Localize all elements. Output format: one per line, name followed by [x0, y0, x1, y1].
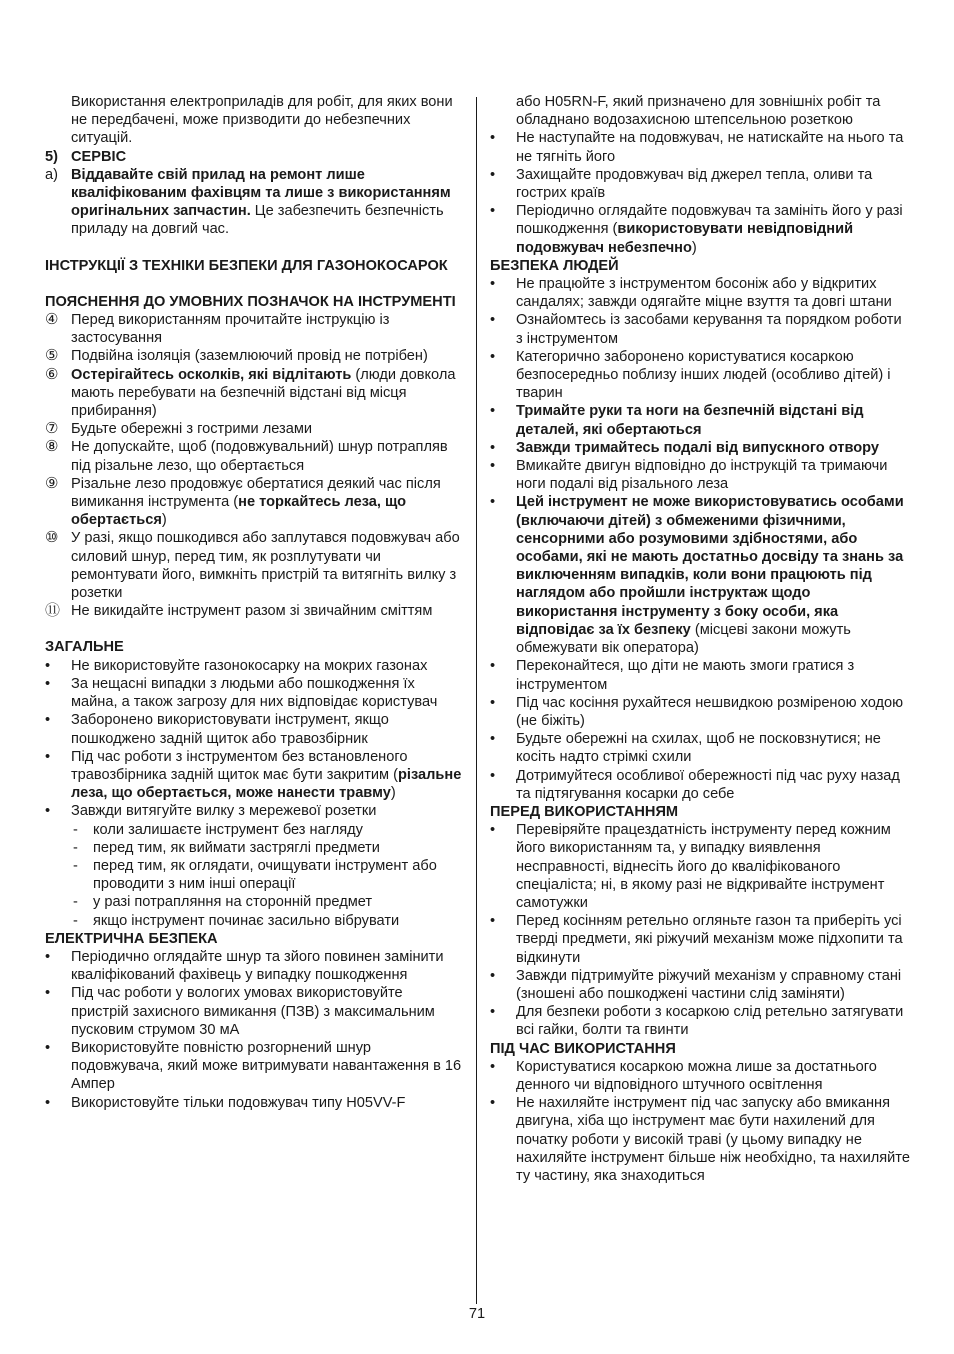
list-item: • Заборонено використовувати інструмент, якщо пошкоджено задній щиток або травозбірник [45, 712, 389, 747]
heading-electrical: ЕЛЕКТРИЧНА БЕЗПЕКА [45, 930, 218, 947]
symbol-5-icon: ⑤ [45, 347, 59, 365]
heading-personal-safety: БЕЗПЕКА ЛЮДЕЙ [490, 257, 619, 274]
symbol-7-icon: ⑦ [45, 420, 59, 438]
symbol-item: ⑤ Подвійна ізоляція (заземлюючий провід не потрібен) [45, 347, 428, 365]
bullet-icon: • [490, 203, 496, 220]
list-item: • Дотримуйтеся особливої обережності під час руху назад та підтягування косарки до себе [490, 767, 900, 802]
symbol-item: ④ Перед використанням прочитайте інструкцію із застосування [45, 311, 390, 347]
list-item: • За нещасні випадки з людьми або пошкодження їх майна, а також загрозу для них відповідає користувач [45, 675, 438, 711]
bullet-icon: • [45, 1094, 51, 1111]
bullet-icon: • [490, 1058, 496, 1075]
heading-mower-safety: ІНСТРУКЦІЇ З ТЕХНІКИ БЕЗПЕКИ ДЛЯ ГАЗОНОКОСАРОК [45, 257, 448, 274]
bullet-icon: • [490, 1095, 496, 1112]
list-item: • Захищайте продовжувач від джерел тепла, оливи та гострих країв [490, 166, 873, 202]
list-item: • Для безпеки роботи з косаркою слід ретельно затягувати всі гайки, болти та гвинти [490, 1004, 904, 1039]
list-item: • Під час роботи у вологих умовах використовуйте пристрій захисного вимикання (ПЗВ) з максимальним пусковим струмом 30 мА [45, 985, 435, 1038]
symbol-item: ⑪ Не викидайте інструмент разом зі звичайним сміттям [45, 602, 433, 620]
bullet-icon: • [490, 312, 496, 329]
sub-list-item: - перед тим, як оглядати, очищувати інструмент або проводити з ним інші операції [73, 857, 437, 893]
dash-icon: - [73, 839, 78, 856]
list-item: • Не використовуйте газонокосарку на мокрих газонах [45, 657, 428, 674]
bullet-icon: • [490, 1004, 496, 1021]
symbol-6-icon: ⑥ [45, 365, 59, 383]
sub-list-item: - якщо інструмент починає засильно вібрувати [73, 912, 400, 929]
symbol-item: ⑧ Не допускайте, щоб (подовжувальний) шнур потрапляв під різальне лезо, що обертається [45, 438, 448, 474]
bullet-icon: • [490, 731, 496, 748]
bullet-icon: • [490, 458, 496, 475]
service-item-text: Це забезпечить безпечність приладу на довгий час. [71, 203, 444, 238]
right-column [490, 93, 910, 1185]
bullet-icon: • [490, 694, 496, 711]
list-item: • Тримайте руки та ноги на безпечній відстані від деталей, які обертаються [490, 403, 864, 438]
dash-icon: - [73, 857, 78, 874]
symbol-10-icon: ⑩ [45, 529, 59, 547]
heading-general: ЗАГАЛЬНЕ [45, 639, 124, 656]
service-item-bold: Віддавайте свій прилад на ремонт лише кваліфікованим фахівцям та лише з використанням оригінальних запчастин. [71, 166, 451, 220]
heading-during-use: ПІД ЧАС ВИКОРИСТАННЯ [490, 1040, 676, 1057]
bullet-icon: • [490, 967, 496, 984]
list-item: • Перед косінням ретельно огляньте газон та приберіть усі тверді предмети, які ріжучий механізм може підхопити та відкинути [490, 913, 903, 966]
list-item: • Вмикайте двигун відповідно до інструкцій та тримаючи ноги подалі від різального леза [490, 458, 888, 493]
bullet-icon: • [490, 494, 496, 511]
symbol-item: ⑩ У разі, якщо пошкодився або заплутався подовжувач або силовий шнур, перед тим, як розплутувати чи ремонтувати його, вимкніть пристрій та витягніть вилку з розетки [45, 529, 460, 602]
list-item: • Завжди підтримуйте ріжучий механізм у справному стані (зношені або пошкоджені частини слід заміняти) [490, 967, 902, 1002]
bullet-icon: • [490, 439, 496, 456]
symbol-item: ⑦ Будьте обережні з гострими лезами [45, 420, 313, 438]
bullet-icon: • [45, 712, 51, 729]
list-item: • Користуватися косаркою можна лише за достатнього денного чи відповідного штучного освітлення [490, 1058, 877, 1093]
sub-list-item: - коли залишаєте інструмент без нагляду [73, 821, 363, 838]
service-title: СЕРВІС [71, 148, 127, 165]
service-number: 5) [45, 148, 58, 165]
list-item: • Завжди тримайтесь подалі від випускного отвору [490, 439, 879, 456]
list-item: • Перевіряйте працездатність інструменту перед кожним його використанням та, у випадку виявлення несправності, віднесіть його до кваліфікованого спеціаліста; ні, в якому разі не відкривайте інструмент самотужки [490, 822, 891, 911]
bullet-icon: • [490, 130, 496, 147]
continued-paragraph: або H05RN-F, який призначено для зовнішніх робіт та обладнано водозахисною штепсельною розеткою [516, 94, 881, 129]
column-divider [476, 97, 477, 1304]
bullet-icon: • [45, 948, 51, 965]
list-item: • Завжди витягуйте вилку з мережевої розетки [45, 803, 377, 820]
dash-icon: - [73, 894, 78, 911]
list-item: • Ознайомтесь із засобами керування та порядком роботи з інструментом [490, 312, 902, 347]
list-item: • Періодично оглядайте подовжувач та замініть його у разі пошкодження (використовувати невідповідний подовжувач небезпечно) [490, 203, 903, 256]
symbol-8-icon: ⑧ [45, 438, 59, 456]
bullet-icon: • [490, 348, 496, 365]
bullet-icon: • [45, 675, 51, 692]
bullet-icon: • [45, 748, 51, 765]
list-item: • Не наступайте на подовжувач, не натискайте на нього та не тягніть його [490, 130, 904, 165]
bullet-icon: • [45, 985, 51, 1002]
bullet-icon: • [490, 767, 496, 784]
list-item: • Під час косіння рухайтеся нешвидкою розміреною ходою (не біжіть) [490, 694, 904, 729]
dash-icon: - [73, 912, 78, 929]
dash-icon: - [73, 821, 78, 838]
list-item: • Під час роботи з інструментом без встановленого травозбірника задній щиток має бути закритим (різальне леза, що обертається, може нанести травму) [45, 748, 462, 802]
list-item: • Цей інструмент не може використовуватись особами (включаючи дітей) з обмеженими фізичними, сенсорними або розумовими здібностями, або особами, які не мають достатньо досвіду та знань за виключенням випадків, коли вони працюють під наглядом або пройшли інструктаж щодо використання інструменту з боку особи, яка відповідає за їх безпеку (місцеві закони можуть обмежувати вік оператора) [490, 494, 904, 657]
symbol-11-icon: ⑪ [45, 602, 61, 620]
symbol-9-icon: ⑨ [45, 474, 59, 492]
bullet-icon: • [490, 403, 496, 420]
list-item: • Переконайтеся, що діти не мають змоги гратися з інструментом [490, 658, 855, 693]
bullet-icon: • [490, 166, 496, 183]
service-item [45, 166, 463, 239]
heading-before-use: ПЕРЕД ВИКОРИСТАННЯМ [490, 803, 679, 820]
bullet-icon: • [490, 276, 496, 293]
symbol-4-icon: ④ [45, 311, 59, 329]
bullet-icon: • [490, 658, 496, 675]
bullet-icon: • [45, 1039, 51, 1056]
list-item: • Використовуйте тільки подовжувач типу H05VV-F [45, 1094, 406, 1111]
bullet-icon: • [490, 822, 496, 839]
list-item: • Не працюйте з інструментом босоніж або у відкритих сандалях; завжди одягайте міцне взуття та довгі штани [490, 276, 892, 311]
bullet-icon: • [490, 913, 496, 930]
bullet-icon: • [45, 657, 51, 674]
sub-list-item: - перед тим, як виймати застряглі предмети [73, 839, 380, 856]
service-heading [45, 148, 463, 166]
list-item: • Категорично заборонено користуватися косаркою безпосередньо поблизу інших людей (особливо дітей) і тварин [490, 348, 891, 402]
intro-paragraph: Використання електроприладів для робіт, для яких вони не передбачені, може призводити до небезпечних ситуацій. [71, 94, 453, 147]
heading-symbols: ПОЯСНЕННЯ ДО УМОВНИХ ПОЗНАЧОК НА ІНСТРУМЕНТІ [45, 293, 456, 310]
symbol-item: ⑨ Різальне лезо продовжує обертатися деякий час після вимикання інструмента (не торкайтесь леза, що обертається) [45, 474, 441, 529]
bullet-icon: • [45, 803, 51, 820]
list-item: • Періодично оглядайте шнур та зйого повинен замінити кваліфікований фахівець у випадку пошкодження [45, 948, 444, 984]
page-number: 71 [468, 1306, 486, 1322]
service-item-marker: a) [45, 166, 58, 183]
list-item: • Будьте обережні на схилах, щоб не посковзнутися; не косіть надто стрімкі схили [490, 731, 881, 766]
left-column [45, 93, 463, 1112]
sub-list-item: - у разі потрапляння на сторонній предмет [73, 894, 373, 911]
list-item: • Не нахиляйте інструмент під час запуску або вмикання двигуна, хіба що інструмент має бути нахилений для початку роботи у високій траві (у цьому випадку не нахиляйте інструмент більше ніж необхідно, та нахиляйте ту частину, яка знаходиться [490, 1095, 910, 1184]
list-item: • Використовуйте повністю розгорнений шнур подовжувача, який може витримувати навантаження в 16 Ампер [45, 1039, 462, 1093]
symbol-item: ⑥ Остерігайтесь осколків, які відлітають (люди довкола мають перебувати на безпечній відстані від місця прибирання) [45, 365, 456, 420]
